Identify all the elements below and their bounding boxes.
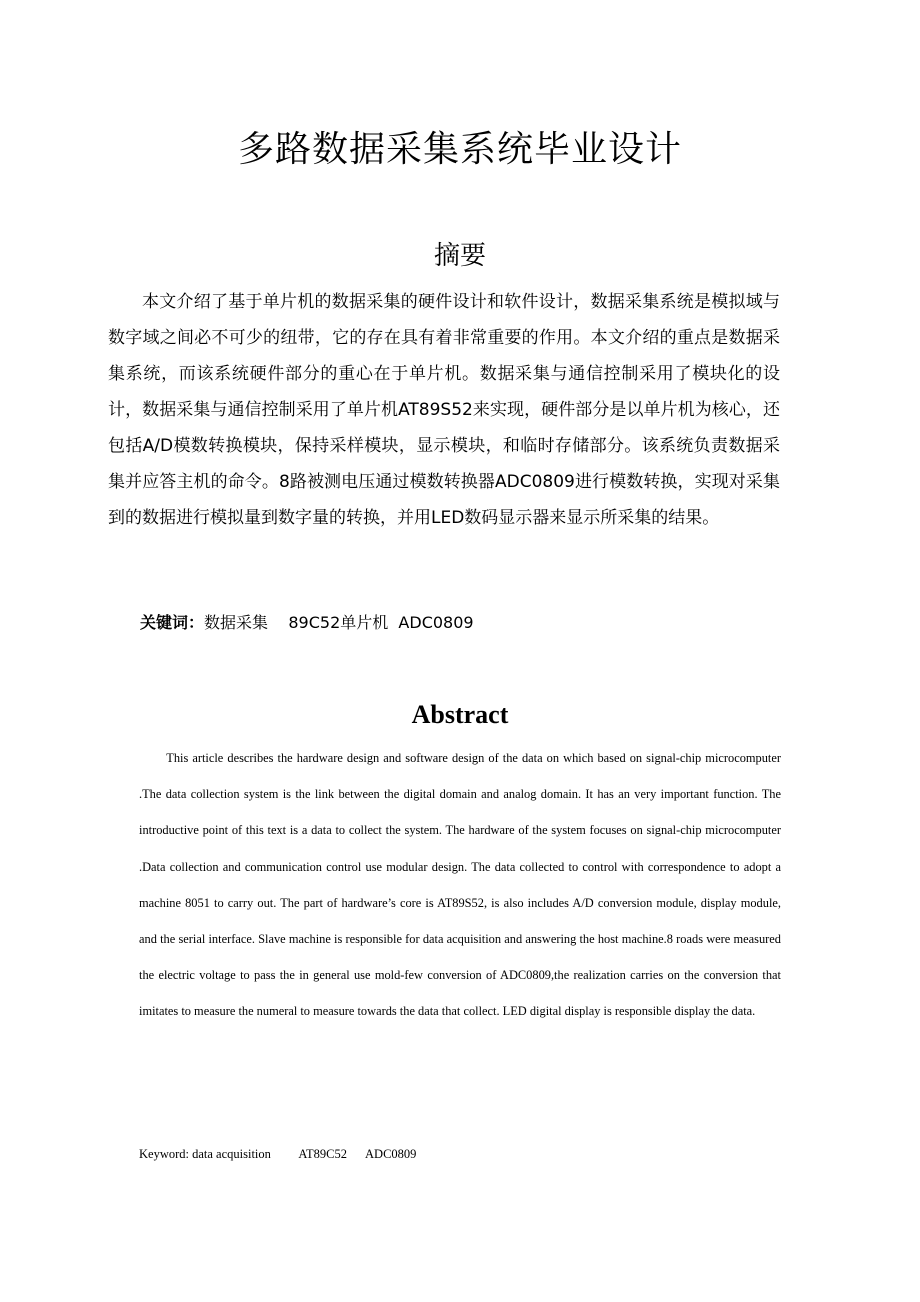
cn-keywords-line [140, 608, 474, 638]
cn-keywords-label: 关键词： [140, 613, 205, 632]
cn-abstract-heading: 摘要 [433, 241, 486, 271]
page-title: 多路数据采集系统毕业设计 [237, 129, 682, 170]
en-keywords-line: Keyword: data acquisition AT89C52 ADC0809 [139, 1147, 417, 1161]
en-abstract-heading: Abstract [411, 700, 509, 729]
cn-keywords-value: 数据采集 89C52单片机 ADC0809 [204, 613, 474, 632]
cn-abstract-body: 本文介绍了基于单片机的数据采集的硬件设计和软件设计，数据采集系统是模拟域与数字域之间必不可少的纽带，它的存在具有着非常重要的作用。本文介绍的重点是数据采集系统，而该系统硬件部分的重心在于单片机。数据采集与通信控制采用了模块化的设计，数据采集与通信控制采用了单片机AT89S52来实现，硬件部分是以单片机为核心，还包括A/D模数转换模块，保持采样模块，显示模块，和临时存储部分。该系统负责数据采集并应答主机的命令。8路被测电压通过模数转换器ADC0809进行模数转换，实现对采集到的数据进行模拟量到数字量的转换，并用LED数码显示器来显示所采集的结果。 [108, 292, 780, 528]
en-abstract-body: This article describes the hardware design and software design of the data on which based on signal-chip microcomputer .The data collection system is the link between the digital domain and analog domain. It has an very important function. The introductive point of this text is a data to collect the system. The hardware of the system focuses on signal-chip microcomputer .Data collection and communication control use modular design. The data collected to control with correspondence to adopt a machine 8051 to carry out. The part of hardware’s core is AT89S52, is also includes A/D conversion module, display module, and the serial interface. Slave machine is responsible for data acquisition and answering the host machine.8 roads were measured the electric voltage to pass the in general use mold-few conversion of ADC0809,the realization carries on the conversion that imitates to measure the numeral to measure towards the data that collect. LED digital display is responsible display the data. [139, 751, 781, 1019]
